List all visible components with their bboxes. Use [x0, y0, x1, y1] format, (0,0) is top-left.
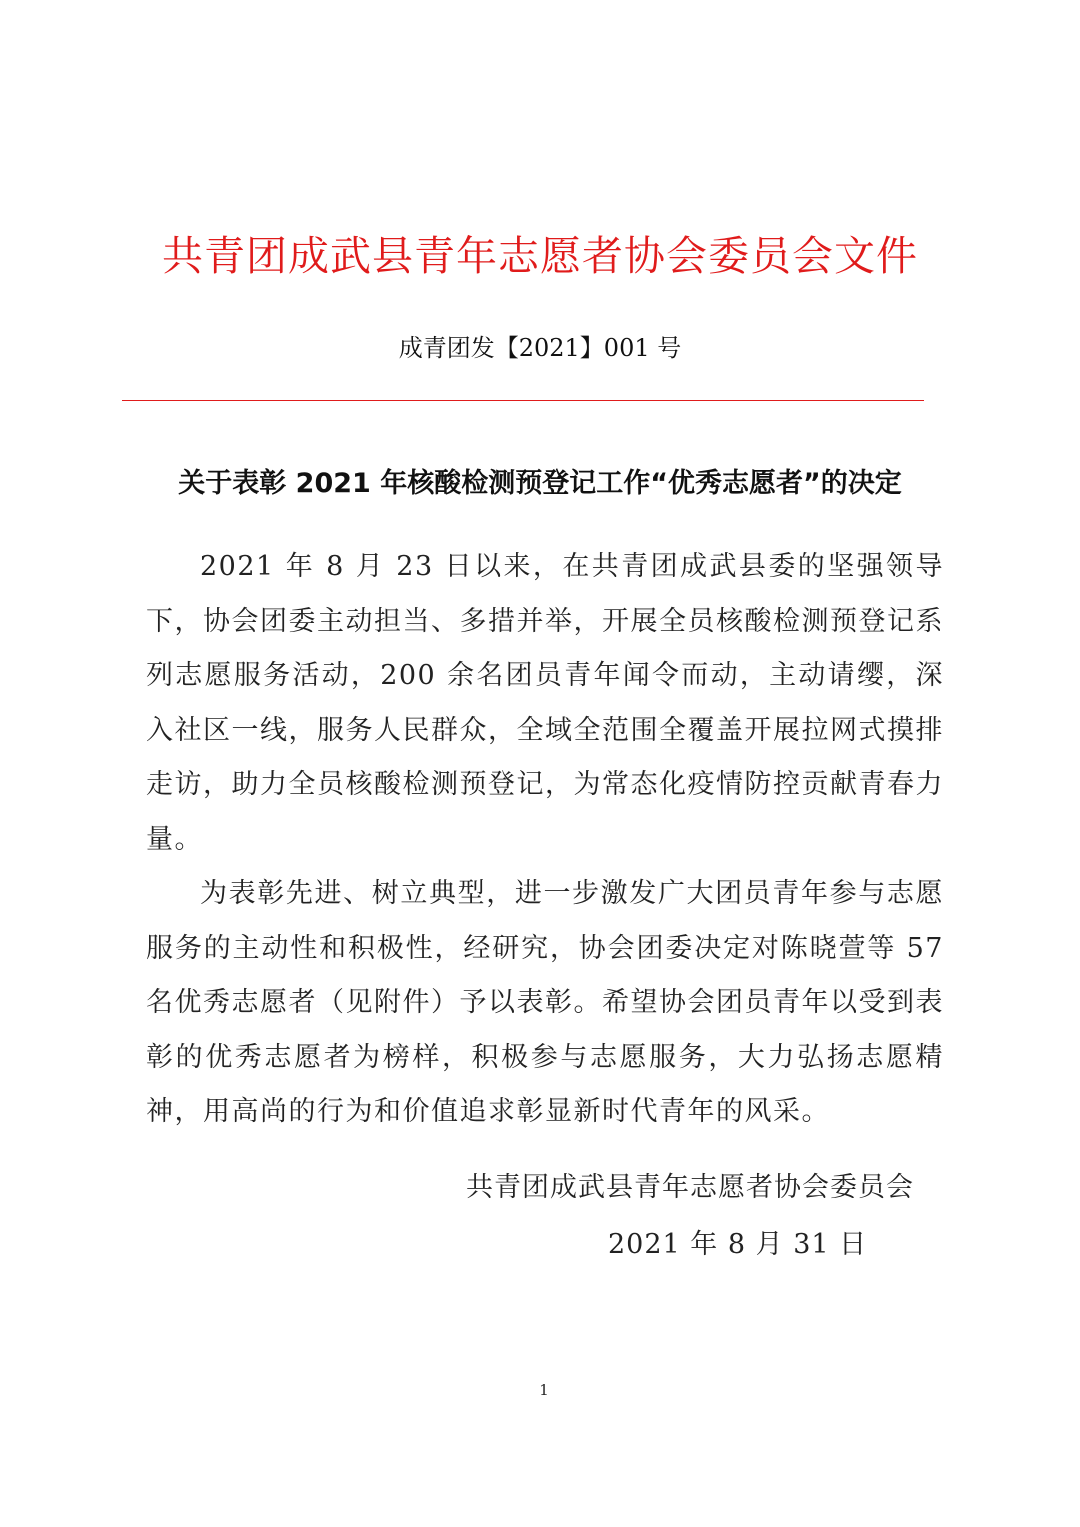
body-paragraph: 2021 年 8 月 23 日以来，在共青团成武县委的坚强领导下，协会团委主动担当、多措并举，开展全员核酸检测预登记系列志愿服务活动，200 余名团员青年闻令而动，主动请缨，深入社区一线，服务人民群众，全域全范围全覆盖开展拉网式摸排走访，助力全员核酸检测预登记，为常态化疫情防控贡献青春力量。 [146, 551, 944, 855]
document-header-title: 共青团成武县青年志愿者协会委员会文件 [162, 232, 918, 280]
document-subject: 关于表彰 2021 年核酸检测预登记工作“优秀志愿者”的决定 [178, 468, 902, 499]
page-number: 1 [539, 1381, 549, 1399]
body-paragraph: 为表彰先进、树立典型，进一步激发广大团员青年参与志愿服务的主动性和积极性，经研究，协会团委决定对陈晓萱等 57 名优秀志愿者（见附件）予以表彰。希望协会团员青年以受到表彰的优秀志愿者为榜样，积极参与志愿服务，大力弘扬志愿精神，用高尚的行为和价值追求彰显新时代青年的风采。 [146, 878, 944, 1127]
document-number: 成青团发【2021】001 号 [398, 334, 682, 362]
signature-date: 2021 年 8 月 31 日 [608, 1229, 868, 1260]
document-body [146, 540, 944, 1140]
header-divider [122, 400, 924, 401]
signature-organization: 共青团成武县青年志愿者协会委员会 [466, 1172, 914, 1203]
